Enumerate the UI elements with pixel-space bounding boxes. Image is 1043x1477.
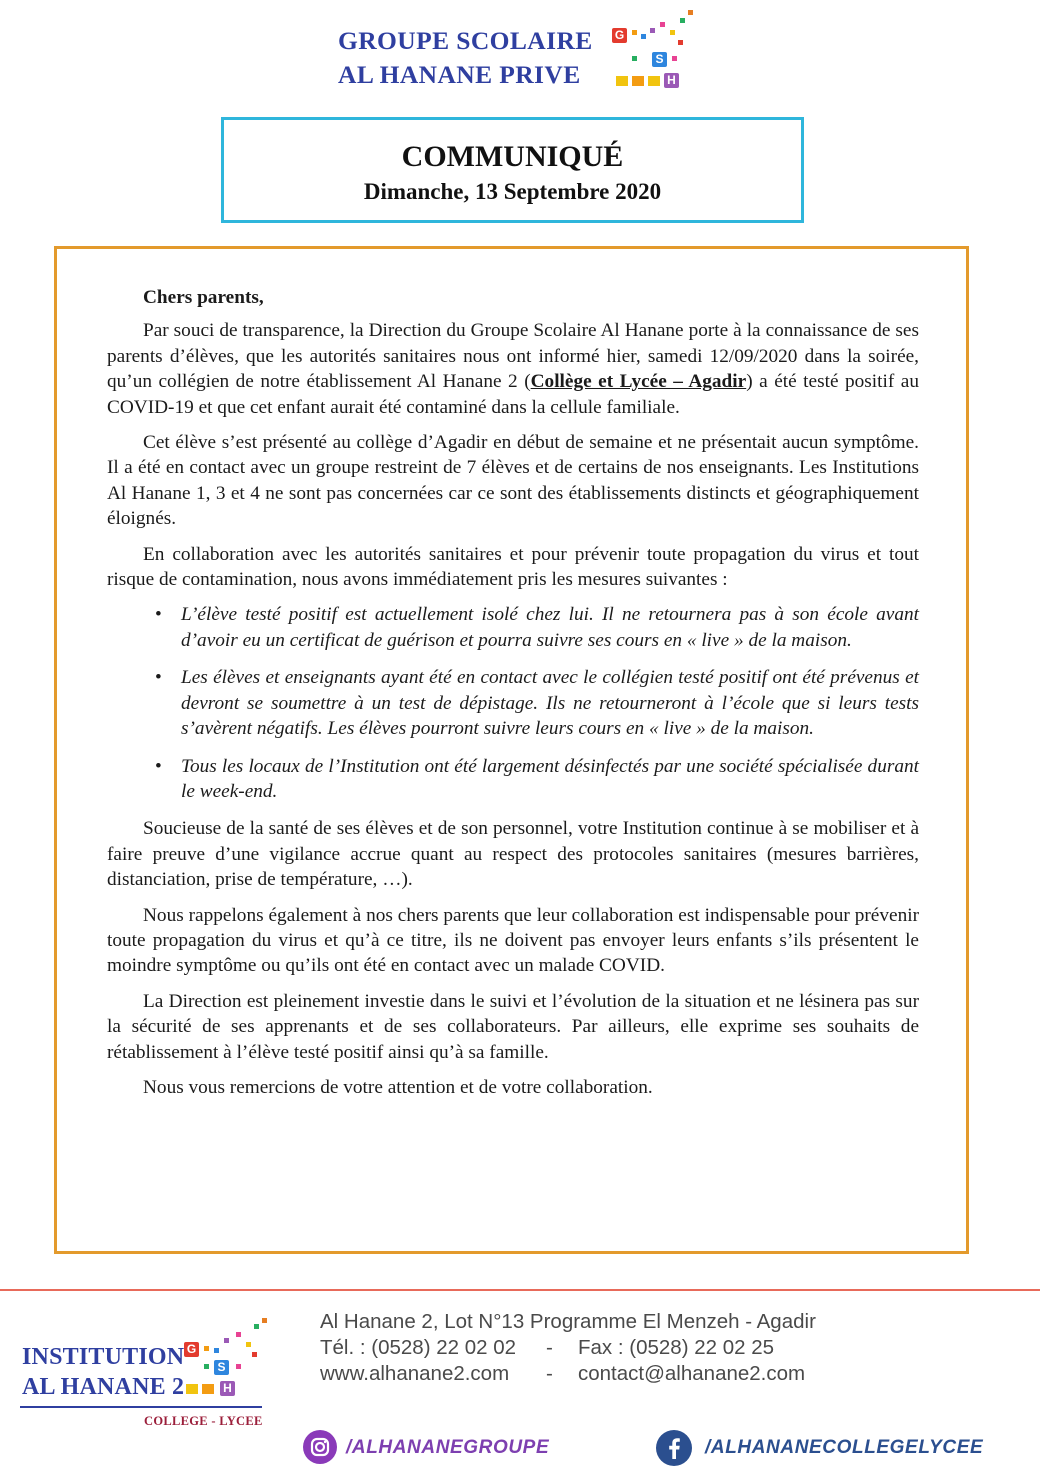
logo-square [262, 1318, 267, 1323]
logo-square [236, 1364, 241, 1369]
list-item-text: Tous les locaux de l’Institution ont été largement désinfectés par une société spécialisée durant le week-end. [181, 755, 919, 802]
address: Al Hanane 2, Lot N°13 Programme El Menzeh - Agadir [320, 1310, 816, 1333]
list-item-text: L’élève testé positif est actuellement isolé chez lui. Il ne retournera pas à son école avant d’avoir eu un certificat de guérison et pourra suivre ses cours en « live » de la maison. [181, 604, 919, 651]
logo-square [678, 40, 683, 45]
logo-square [688, 10, 693, 15]
logo-square [632, 56, 637, 61]
logo-square [236, 1332, 241, 1337]
logo-square [632, 76, 644, 86]
facebook-icon[interactable] [656, 1430, 692, 1466]
greeting: Chers parents, [143, 287, 264, 308]
logo-square [224, 1338, 229, 1343]
logo-letter-h: H [664, 73, 679, 88]
logo-square [670, 30, 675, 35]
institution-logo-mosaic [180, 1318, 270, 1400]
school-branch-link: Collège et Lycée – Agadir [530, 371, 747, 393]
school-name [338, 24, 593, 92]
page-title: COMMUNIQUÉ [401, 140, 624, 173]
logo-square [632, 30, 637, 35]
list-item [155, 754, 919, 805]
logo-square [254, 1324, 259, 1329]
logo-square [204, 1364, 209, 1369]
logo-square [186, 1384, 198, 1394]
institution-underline [20, 1406, 262, 1408]
paragraph-3: En collaboration avec les autorités sanitaires et pour prévenir toute propagation du virus et tout risque de contamination, nous avons immédiatement pris les mesures suivantes : [107, 543, 919, 591]
logo-letter-g: G [184, 1342, 199, 1357]
school-name-line2: AL HANANE PRIVE [338, 60, 581, 89]
paragraph-1-text: Par souci de transparence, la Direction du Groupe Scolaire Al Hanane porte à la connaissance de ses parents d’élèves, que les autorités sanitaires nous ont informé hier, samedi 12/09/2020 dans la soirée, qu’un collégien de notre établissement Al Hanane 2 ( [107, 320, 919, 393]
title-box [221, 117, 804, 223]
fax: Fax : (0528) 22 02 25 [578, 1336, 775, 1359]
logo-square [202, 1384, 214, 1394]
logo-letter-s: S [652, 52, 667, 67]
paragraph-1-text-end: ) a été testé positif au COVID-19 et que cet enfant aurait été contaminé dans la cellule familiale. [107, 371, 919, 418]
facebook-handle[interactable]: /ALHANANECOLLEGELYCEE [705, 1437, 984, 1458]
instagram-handle[interactable]: /ALHANANEGROUPE [346, 1437, 550, 1458]
communique-date: Dimanche, 13 Septembre 2020 [363, 179, 662, 204]
school-logo-mosaic [608, 18, 698, 90]
institution-name [22, 1342, 184, 1402]
paragraph-1 [107, 318, 919, 420]
logo-square [680, 18, 685, 23]
paragraph-5: Nous rappelons également à nos chers parents que leur collaboration est indispensable pour prévenir toute propagation du virus et qu’à ce titre, ils ne doivent pas envoyer leurs enfants s’ils présentent le moindre symptôme ou qu’ils ont été en contact avec un malade COVID. [107, 904, 919, 977]
letter-content [107, 285, 919, 1110]
list-item-text: Les élèves et enseignants ayant été en contact avec le collégien testé positif ont été prévenus et devront se soumettre à un test de dépistage. Ils ne retourneront à l’école que si leurs tests s’avèrent négatifs. Les élèves pourront suivre leurs cours en « live » de la maison. [181, 667, 919, 740]
telephone: Tél. : (0528) 22 02 02 [320, 1336, 517, 1359]
measures-list [107, 602, 919, 804]
separator: - [546, 1362, 553, 1385]
logo-square [648, 76, 660, 86]
logo-square [672, 56, 677, 61]
logo-square [641, 34, 646, 39]
bullet-icon: • [155, 755, 162, 777]
email-link[interactable]: contact@alhanane2.com [578, 1362, 806, 1385]
logo-square [660, 22, 665, 27]
instagram-icon[interactable] [303, 1430, 337, 1464]
paragraph-6: La Direction est pleinement investie dans le suivi et l’évolution de la situation et ne lésinera pas sur la sécurité de ses apprenants et de ses collaborateurs. Par ailleurs, elle exprime ses souhaits de rétablissement à l’élève testé positif ainsi qu’à sa famille. [107, 990, 919, 1063]
bullet-icon: • [155, 667, 162, 689]
logo-square [246, 1342, 251, 1347]
paragraph-2: Cet élève s’est présenté au collège d’Agadir en début de semaine et ne présentait aucun symptôme. Il a été en contact avec un groupe restreint de 7 élèves et de certains de nos enseignants. Les Institutions Al Hanane 1, 3 et 4 ne sont pas concernées car ce sont des établissements distincts et géographiquement éloignés. [107, 432, 919, 530]
logo-letter-g: G [612, 28, 627, 43]
institution-subtitle: COLLEGE - LYCEE [144, 1414, 263, 1428]
logo-square [204, 1346, 209, 1351]
logo-letter-s: S [214, 1360, 229, 1375]
logo-square [214, 1348, 219, 1353]
website-link[interactable]: www.alhanane2.com [320, 1362, 510, 1385]
letter-box [54, 246, 969, 1254]
logo-square [650, 28, 655, 33]
separator: - [546, 1336, 553, 1359]
footer-divider [0, 1289, 1040, 1291]
logo-square [616, 76, 628, 86]
logo-square [252, 1352, 257, 1357]
bullet-icon: • [155, 604, 162, 626]
institution-line2: AL HANANE 2 [22, 1374, 185, 1400]
paragraph-7: Nous vous remercions de votre attention et de votre collaboration. [143, 1076, 653, 1098]
institution-line1: INSTITUTION [22, 1344, 185, 1370]
paragraph-4: Soucieuse de la santé de ses élèves et de son personnel, votre Institution continue à se mobiliser et à faire preuve d’une vigilance accrue quant au respect des protocoles sanitaires (mesures barrières, distanciation, prise de température, …). [107, 818, 919, 891]
list-item [155, 602, 919, 653]
logo-letter-h: H [220, 1381, 235, 1396]
list-item [155, 665, 919, 741]
school-name-line1: GROUPE SCOLAIRE [338, 26, 593, 55]
